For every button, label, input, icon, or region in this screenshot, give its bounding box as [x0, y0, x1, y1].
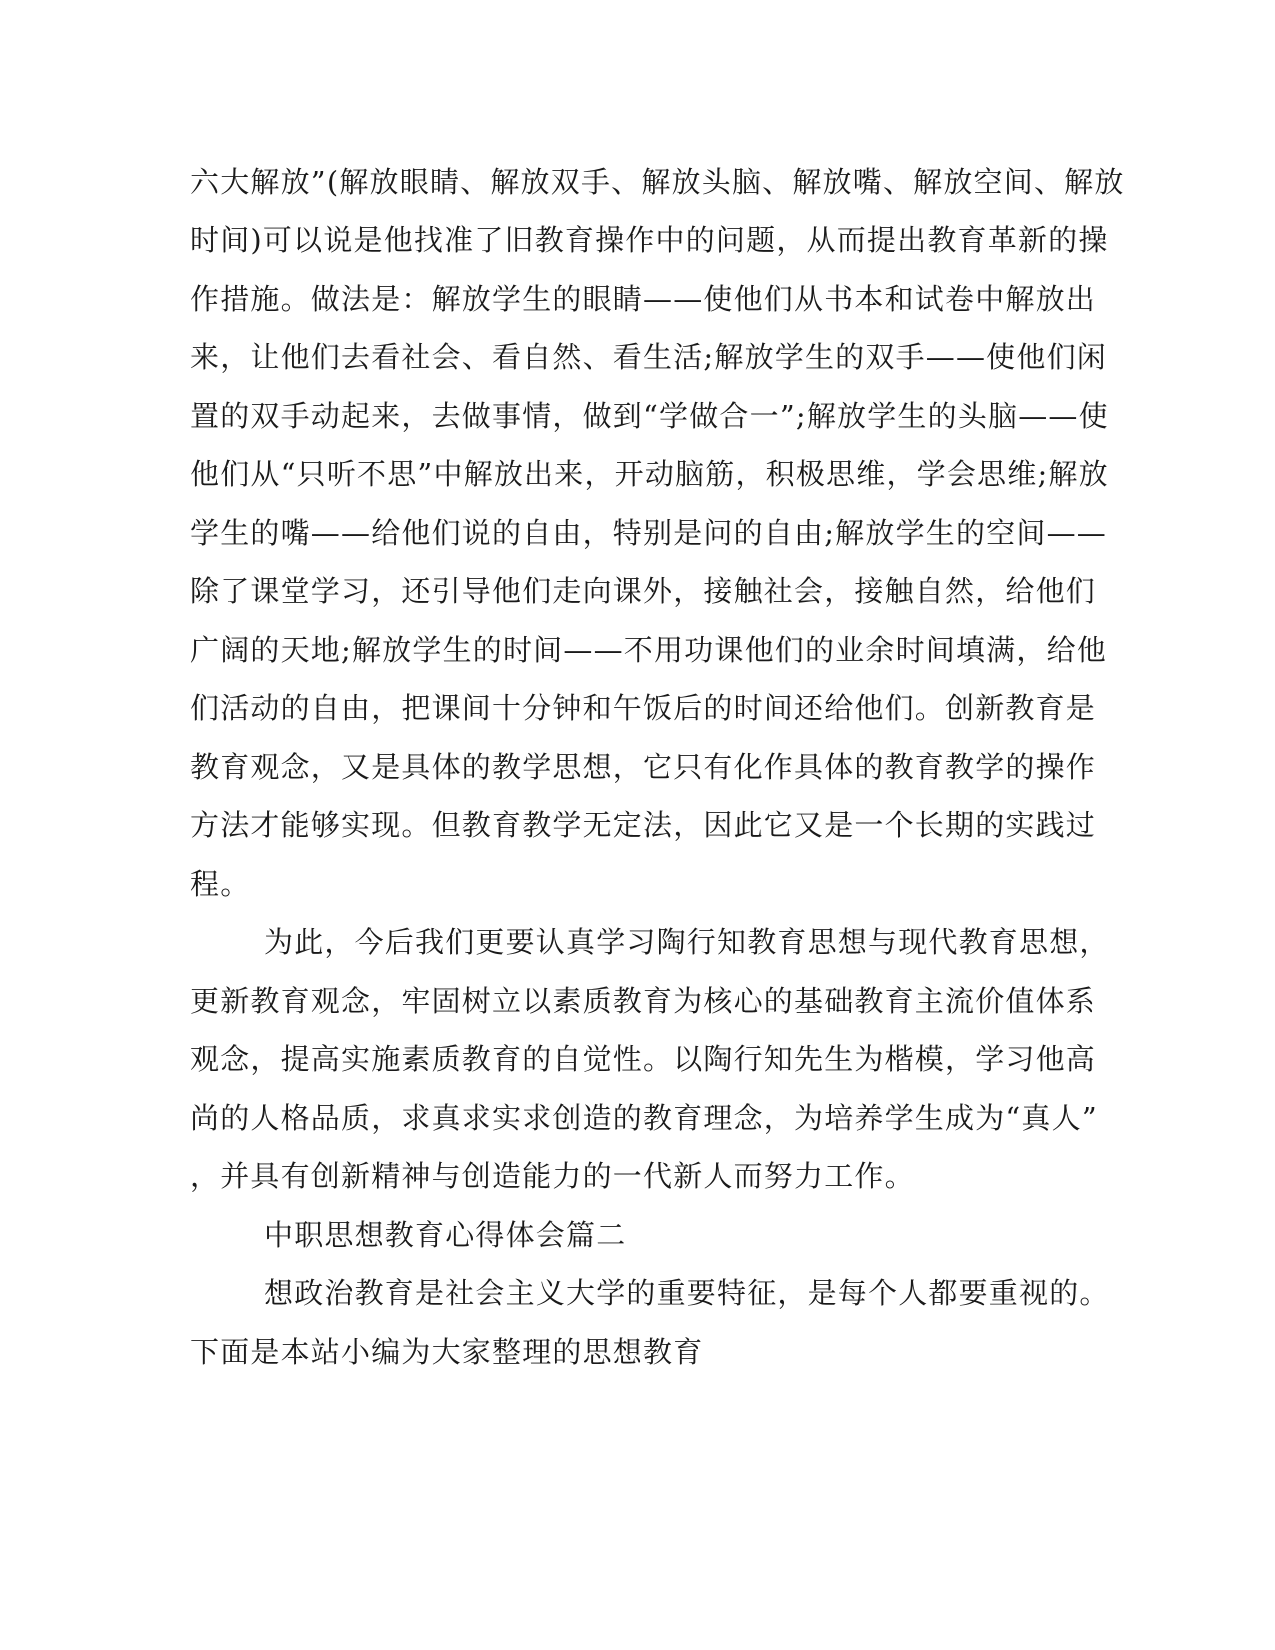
text-line: 观念，提高实施素质教育的自觉性。以陶行知先生为楷模，学习他高 — [190, 1042, 1097, 1076]
text-line: 更新教育观念，牢固树立以素质教育为核心的基础教育主流价值体系 — [190, 984, 1097, 1018]
text-line: 程。 — [190, 867, 251, 901]
text-line: ，并具有创新精神与创造能力的一代新人而努力工作。 — [190, 1159, 915, 1193]
text-line: 来，让他们去看社会、看自然、看生活;解放学生的双手——使他们闲 — [190, 340, 1107, 374]
paragraph-first-line: 想政治教育是社会主义大学的重要特征，是每个人都要重视的。 — [264, 1276, 1110, 1310]
text-line: 广阔的天地;解放学生的时间——不用功课他们的业余时间填满，给他 — [190, 633, 1107, 667]
text-line: 学生的嘴——给他们说的自由，特别是问的自由;解放学生的空间—— — [190, 516, 1107, 550]
text-line: 六大解放”(解放眼睛、解放双手、解放头脑、解放嘴、解放空间、解放 — [190, 165, 1125, 199]
text-line: 除了课堂学习，还引导他们走向课外，接触社会，接触自然，给他们 — [190, 574, 1097, 608]
text-line: 作措施。做法是：解放学生的眼睛——使他们从书本和试卷中解放出 — [190, 282, 1097, 316]
section-heading: 中职思想教育心得体会篇二 — [264, 1218, 627, 1252]
text-line: 置的双手动起来，去做事情，做到“学做合一”;解放学生的头脑——使 — [190, 399, 1109, 433]
text-line: 教育观念，又是具体的教学思想，它只有化作具体的教育教学的操作 — [190, 750, 1097, 784]
text-line: 他们从“只听不思”中解放出来，开动脑筋，积极思维，学会思维;解放 — [190, 457, 1109, 491]
text-line: 方法才能够实现。但教育教学无定法，因此它又是一个长期的实践过 — [190, 808, 1097, 842]
text-line: 们活动的自由，把课间十分钟和午饭后的时间还给他们。创新教育是 — [190, 691, 1097, 725]
text-line: 下面是本站小编为大家整理的思想教育 — [190, 1335, 704, 1369]
paragraph-first-line: 为此，今后我们更要认真学习陶行知教育思想与现代教育思想， — [264, 925, 1110, 959]
text-line: 尚的人格品质，求真求实求创造的教育理念，为培养学生成为“真人” — [190, 1101, 1098, 1135]
text-line: 时间)可以说是他找准了旧教育操作中的问题，从而提出教育革新的操 — [190, 223, 1109, 257]
